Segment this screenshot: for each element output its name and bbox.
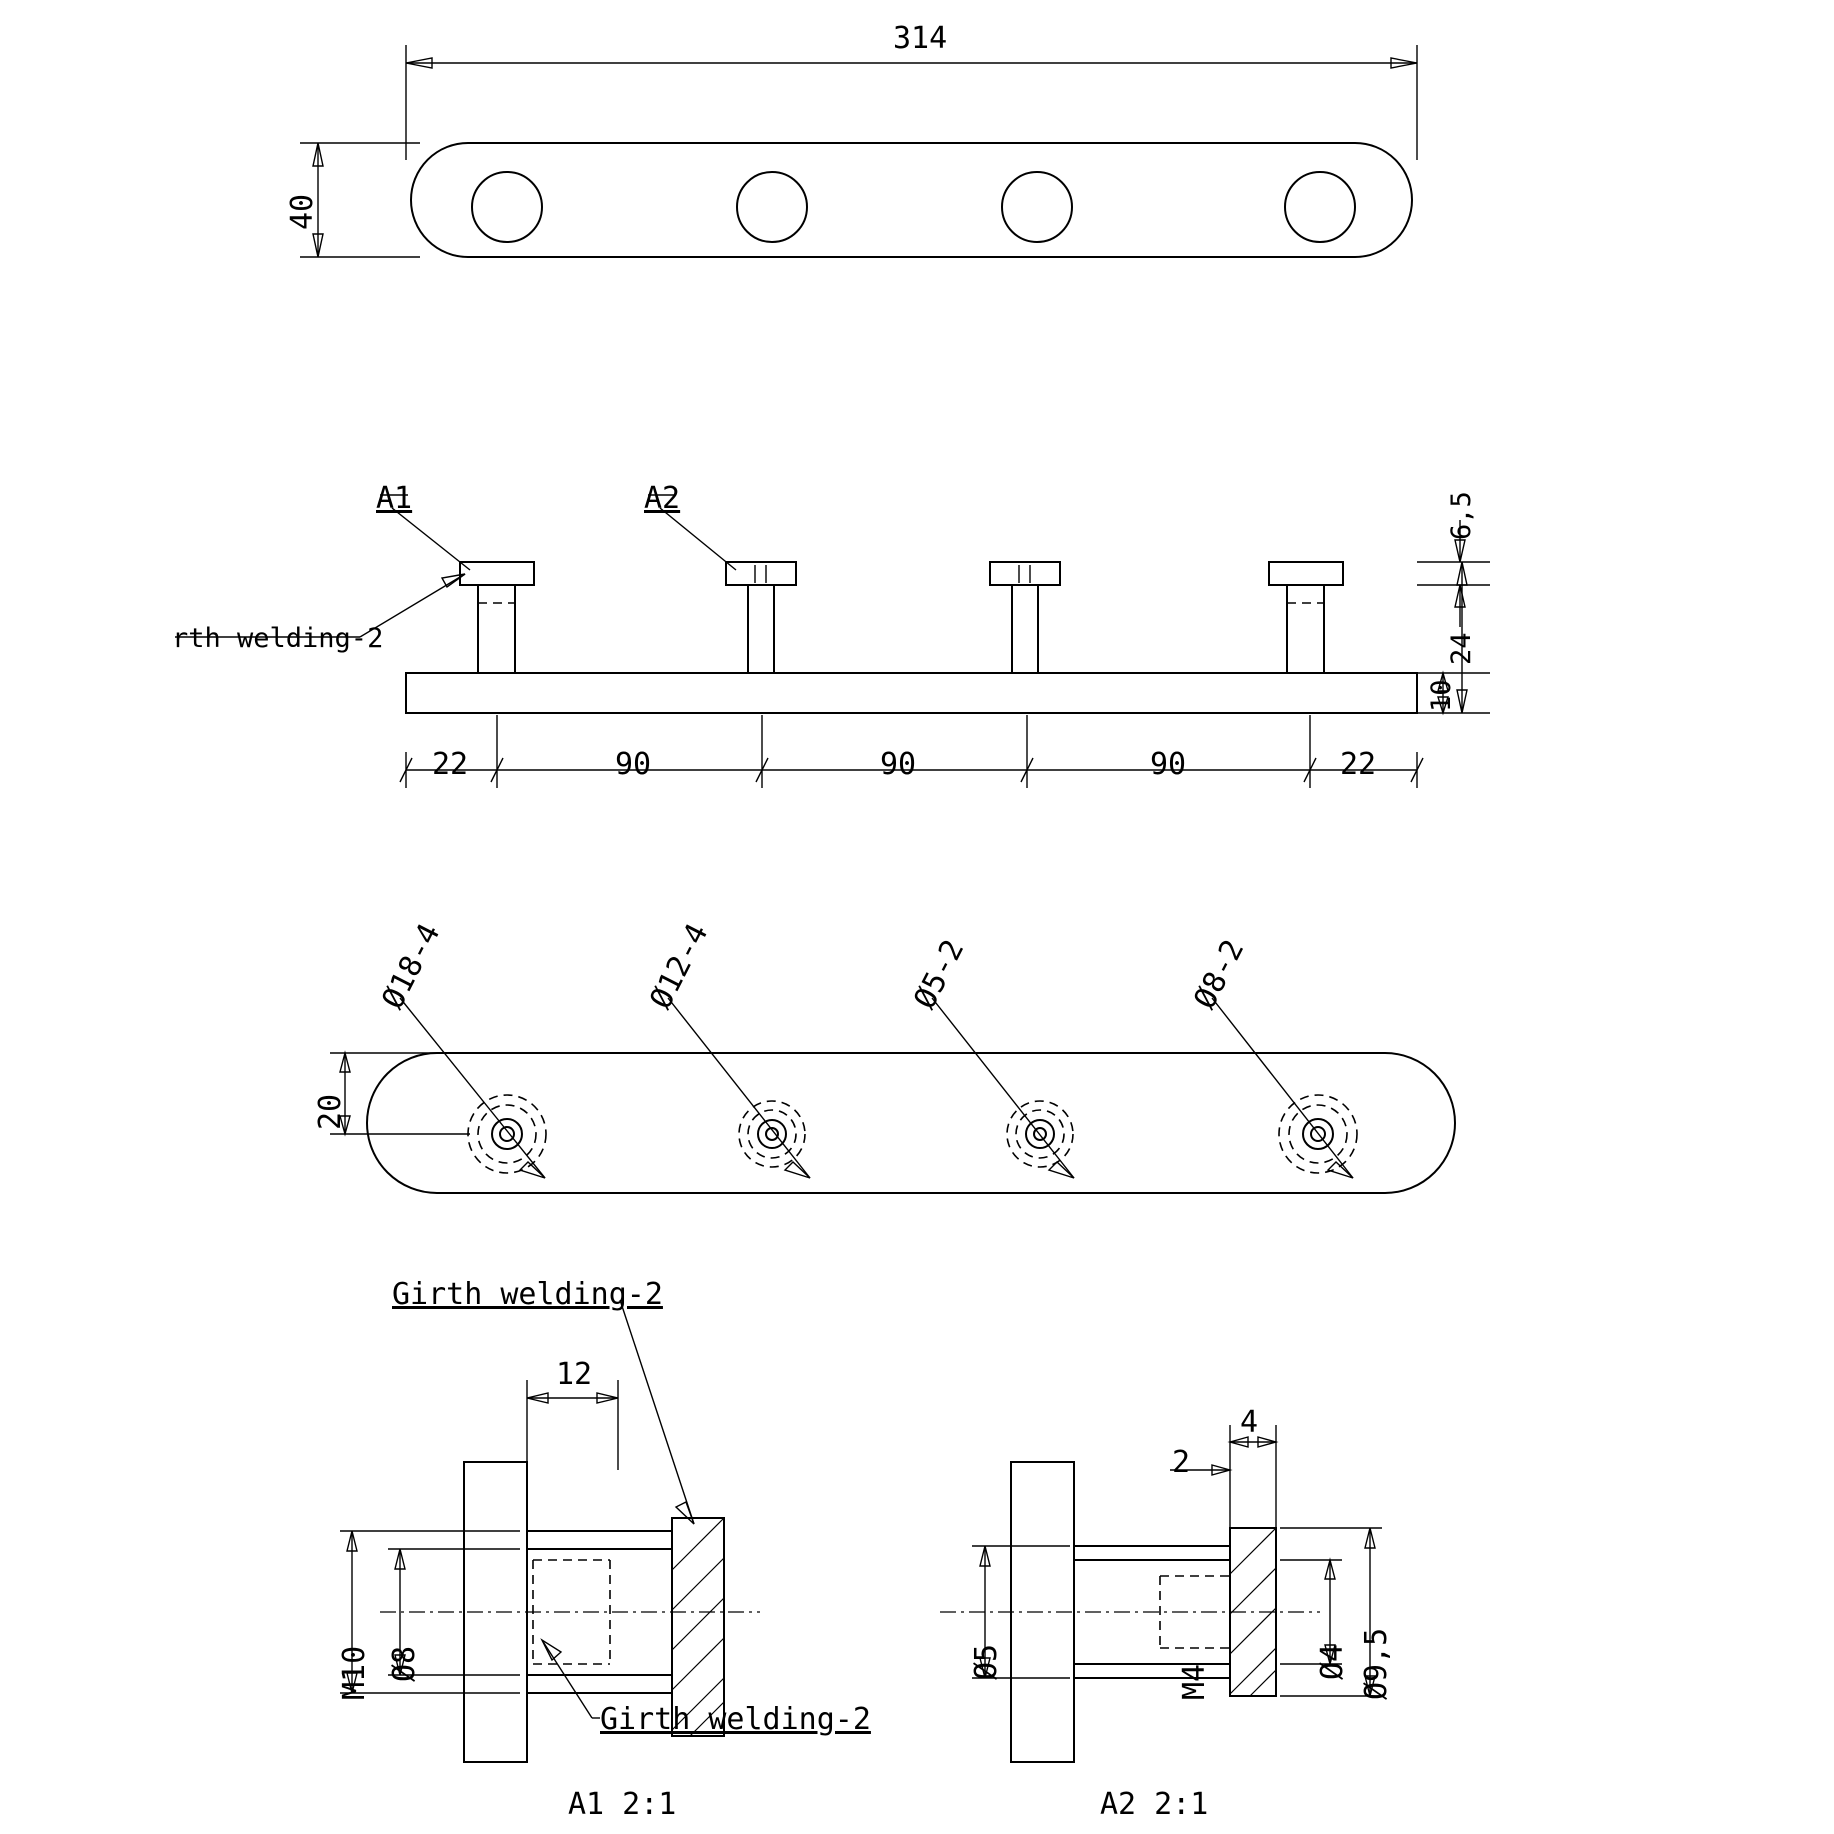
detail-a2-geometry [940,1425,1382,1762]
dim-label-a2-head-dia: Ø9,5 [1359,1627,1394,1700]
detail-a1-geometry [337,1300,760,1762]
dim-label-overall-length: 314 [893,21,948,56]
dim-label-spacing-5: 22 [1340,747,1377,782]
dim-label-head-thickness: 6,5 [1446,491,1477,540]
dim-label-height: 40 [285,193,320,230]
dim-label-edge-distance: 20 [313,1093,348,1130]
dim-label-spacing-3: 90 [880,747,917,782]
dim-label-plate-thickness: 10 [1426,679,1457,712]
dim-label-a2-pin-dia: Ø4 [1315,1643,1350,1680]
hole-callout-1: Ø18-4 [375,918,448,1015]
top-view-geometry [411,143,1412,257]
bottom-view-geometry [330,998,1455,1193]
detail-a1-title: A1 2:1 [568,1787,677,1822]
dim-label-a1-length: 12 [556,1357,593,1392]
hole-callout-3: Ø5-2 [907,934,972,1015]
dim-label-spacing-4: 90 [1150,747,1187,782]
dim-label-stud-length: 24 [1446,632,1477,665]
front-view-leaders [175,495,736,637]
dim-label-a1-thread: M10 [337,1645,372,1700]
dim-label-spacing-1: 22 [432,747,469,782]
detail-a2-title: A2 2:1 [1100,1787,1209,1822]
hole-callout-2: Ø12-4 [643,918,716,1015]
hole-callout-4: Ø8-2 [1187,934,1252,1015]
front-view-geometry [406,562,1417,713]
weld-note-a1-top: Girth welding-2 [392,1277,663,1312]
dim-label-spacing-2: 90 [615,747,652,782]
weld-note-front: rth welding-2 [172,623,384,654]
callout-a1: A1 [376,481,413,516]
dim-label-a2-dim-b: 4 [1240,1405,1259,1440]
dim-label-a2-dim-a: 2 [1172,1445,1191,1480]
weld-note-a1-bottom: Girth welding-2 [600,1702,871,1737]
dim-label-a2-plate-dia: Ø5 [969,1643,1004,1680]
dim-label-a2-thread: M4 [1177,1663,1212,1700]
dim-label-a1-bore: Ø8 [387,1645,422,1682]
callout-a2: A2 [644,481,681,516]
